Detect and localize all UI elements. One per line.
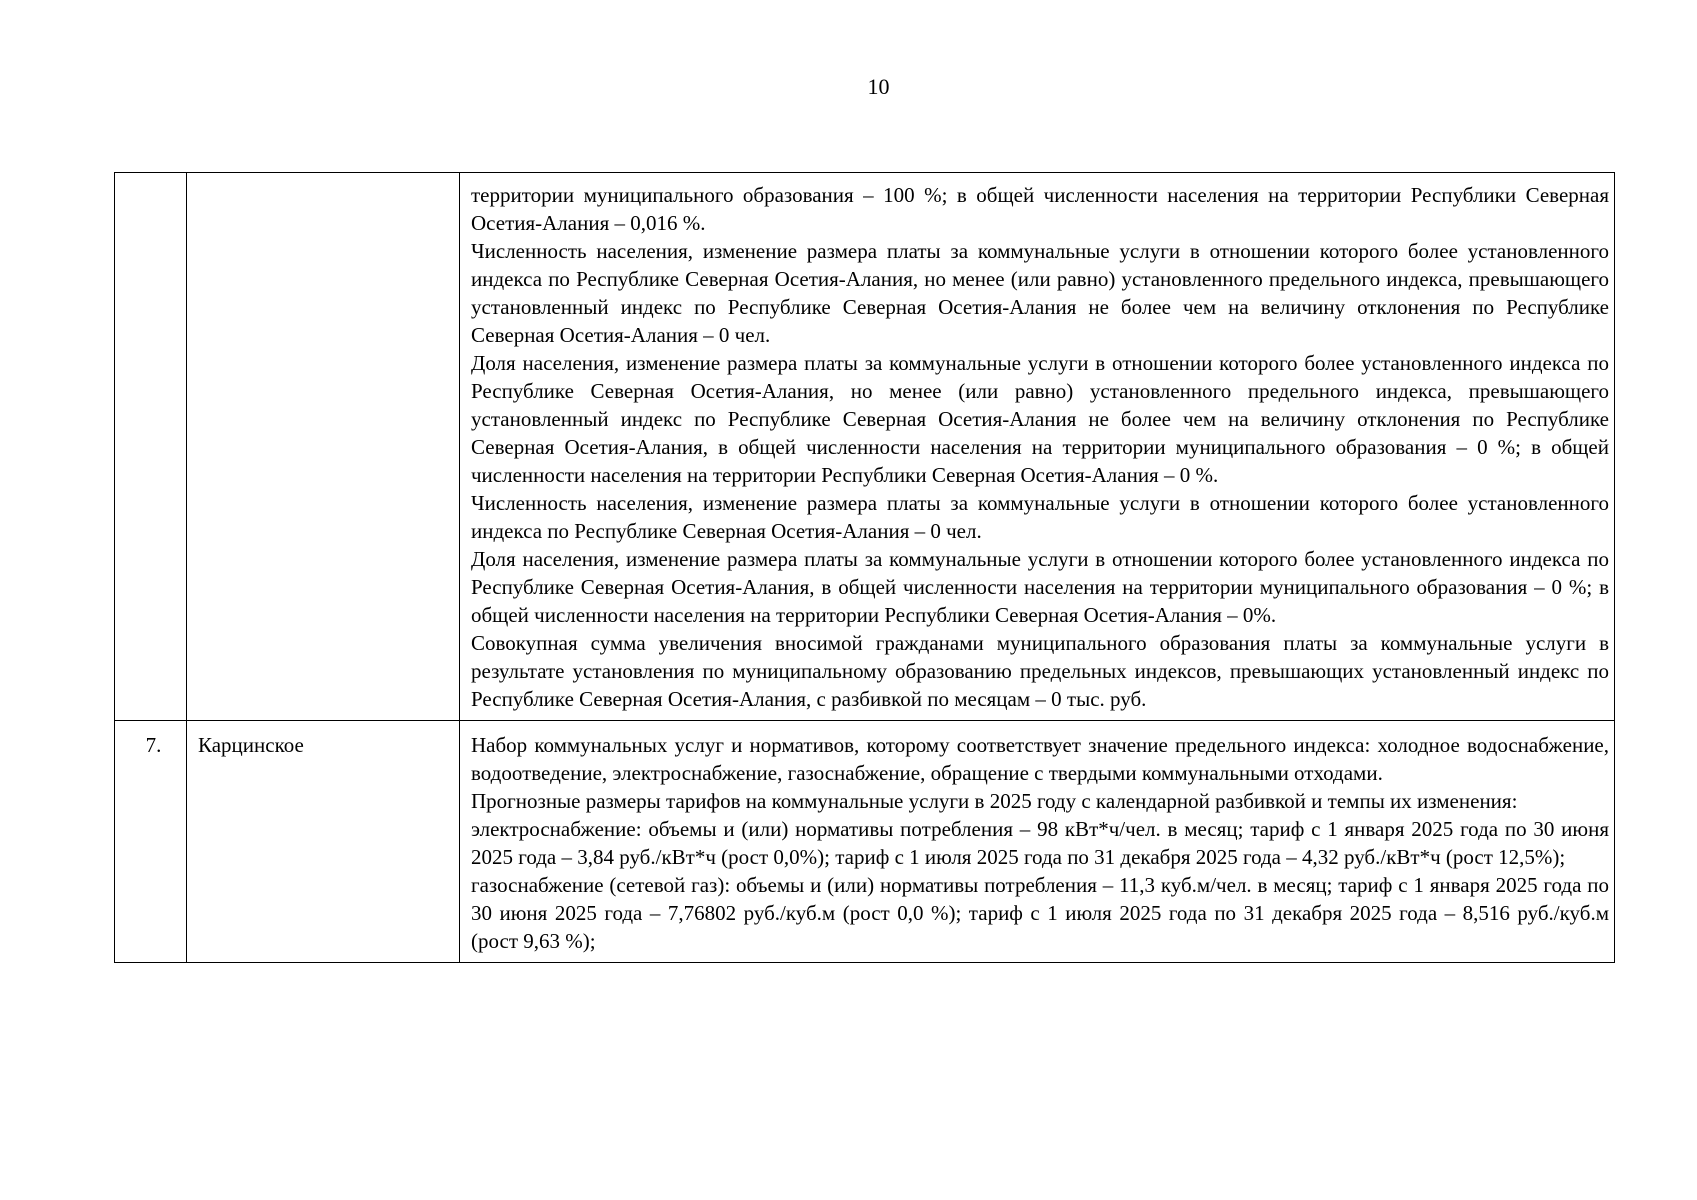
municipal-indices-table <box>114 172 1615 963</box>
municipality-name-cell <box>187 173 460 721</box>
description-cell <box>460 173 1615 721</box>
row-number-cell <box>115 721 187 963</box>
description-paragraph: Доля населения, изменение размера платы за коммунальные услуги в отношении которого более установленного индекса по Республике Северная Осетия-Алания, в общей численности населения на территории муниципального образования – 0 %; в общей численности населения на территории Республики Северная Осетия-Алания – 0%. <box>471 547 1609 627</box>
municipality-name-cell <box>187 721 460 963</box>
municipality-name: Карцинское <box>198 733 304 757</box>
description-paragraph: Прогнозные размеры тарифов на коммунальные услуги в 2025 году с календарной разбивкой и темпы их изменения: <box>471 789 1518 813</box>
row-number: 7. <box>145 733 162 757</box>
description-paragraph: Численность населения, изменение размера платы за коммунальные услуги в отношении которого более установленного индекса по Республике Северная Осетия-Алания, но менее (или равно) установленного предельного индекса, превышающего установленный индекс по Республике Северная Осетия-Алания не более чем на величину отклонения по Республике Северная Осетия-Алания – 0 чел. <box>471 239 1609 347</box>
page-number: 10 <box>867 74 890 99</box>
description-paragraph: Доля населения, изменение размера платы за коммунальные услуги в отношении которого более установленного индекса по Республике Северная Осетия-Алания, но менее (или равно) установленного предельного индекса, превышающего установленный индекс по Республике Северная Осетия-Алания не более чем на величину отклонения по Республике Северная Осетия-Алания, в общей численности населения на территории муниципального образования – 0 %; в общей численности населения на территории Республики Северная Осетия-Алания – 0 %. <box>471 351 1609 487</box>
row-number-cell <box>115 173 187 721</box>
description-paragraph: Численность населения, изменение размера платы за коммунальные услуги в отношении которого более установленного индекса по Республике Северная Осетия-Алания – 0 чел. <box>471 491 1609 543</box>
description-cell <box>460 721 1615 963</box>
row-number <box>115 173 186 183</box>
description-paragraph: Совокупная сумма увеличения вносимой гражданами муниципального образования платы за коммунальные услуги в результате установления по муниципальному образованию предельных индексов, превышающих установленный индекс по Республике Северная Осетия-Алания, с разбивкой по месяцам – 0 тыс. руб. <box>471 631 1609 711</box>
table-row <box>115 173 1615 721</box>
description-paragraph: газоснабжение (сетевой газ): объемы и (или) нормативы потребления – 11,3 куб.м/чел. в месяц; тариф с 1 января 2025 года по 30 июня 2025 года – 7,76802 руб./куб.м (рост 0,0 %); тариф с 1 июля 2025 года по 31 декабря 2025 года – 8,516 руб./куб.м (рост 9,63 %); <box>471 873 1609 953</box>
description-paragraph: территории муниципального образования – 100 %; в общей численности населения на территории Республики Северная Осетия-Алания – 0,016 %. <box>471 183 1609 235</box>
description-paragraph: Набор коммунальных услуг и нормативов, которому соответствует значение предельного индекса: холодное водоснабжение, водоотведение, электроснабжение, газоснабжение, обращение с твердыми коммунальными отходами. <box>471 733 1609 785</box>
table-row <box>115 721 1615 963</box>
municipality-name <box>187 173 459 183</box>
description-paragraph: электроснабжение: объемы и (или) нормативы потребления – 98 кВт*ч/чел. в месяц; тариф с 1 января 2025 года по 30 июня 2025 года – 3,84 руб./кВт*ч (рост 0,0%); тариф с 1 июля 2025 года по 31 декабря 2025 года – 4,32 руб./кВт*ч (рост 12,5%); <box>471 817 1609 869</box>
